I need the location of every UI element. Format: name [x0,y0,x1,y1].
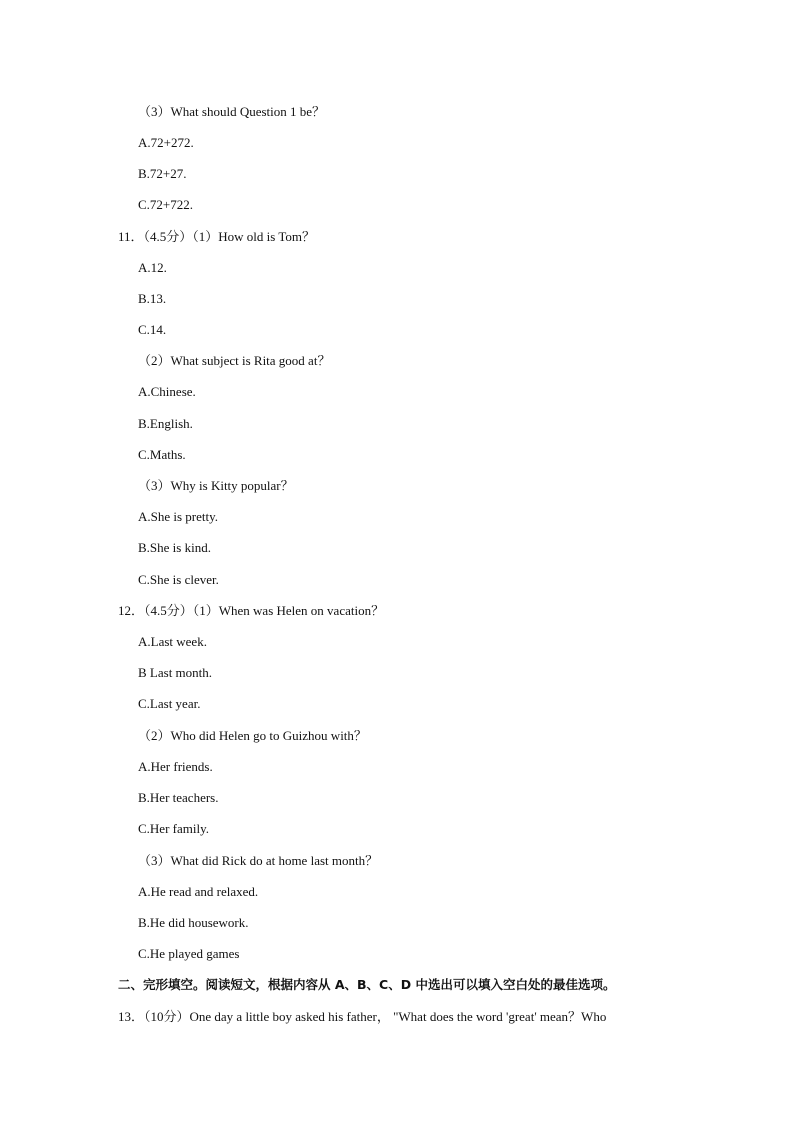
q11-3-option-a: A.She is pretty. [138,509,219,524]
q11-sub2-text: （2）What subject is Rita good at？ [138,353,331,368]
q11-2-option-b: B.English. [138,416,193,431]
q11-1-option-b: B.13. [138,291,167,306]
q12-stem: 12．（4.5分）（1）When was Helen on vacation？ [118,603,385,618]
q10-option-b: B.72+27. [138,166,187,181]
q11-1-option-a: A.12. [138,260,167,275]
q11-stem: 11．（4.5分）（1）How old is Tom？ [118,229,315,244]
q11-3-option-b: B.She is kind. [138,540,211,555]
q10-option-a: A.72+272. [138,135,194,150]
q12-2-option-c: C.Her family. [138,821,209,836]
q13-stem: 13．（10分）One day a little boy asked his father， "What does the word 'great' mean？Who [118,1009,607,1024]
q12-1-option-a: A.Last week. [138,634,207,649]
q12-2-option-a: A.Her friends. [138,759,213,774]
q12-sub3-text: （3）What did Rick do at home last month？ [138,853,379,868]
q11-2-option-c: C.Maths. [138,447,186,462]
q11-2-option-a: A.Chinese. [138,384,196,399]
q10-option-c: C.72+722. [138,197,194,212]
q11-3-option-c: C.She is clever. [138,572,219,587]
q12-1-option-b: B Last month. [138,665,213,680]
q10-sub3-text: （3）What should Question 1 be？ [138,104,326,119]
q12-1-option-c: C.Last year. [138,696,201,711]
q12-sub2-text: （2）Who did Helen go to Guizhou with？ [138,728,367,743]
q12-3-option-b: B.He did housework. [138,915,249,930]
q12-2-option-b: B.Her teachers. [138,790,219,805]
q11-sub3-text: （3）Why is Kitty popular？ [138,478,294,493]
section-2-heading: 二、完形填空。阅读短文，根据内容从 A、B、C、D 中选出可以填入空白处的最佳选项。 [118,977,616,992]
q12-3-option-a: A.He read and relaxed. [138,884,259,899]
q11-1-option-c: C.14. [138,322,167,337]
q12-3-option-c: C.He played games [138,946,240,961]
